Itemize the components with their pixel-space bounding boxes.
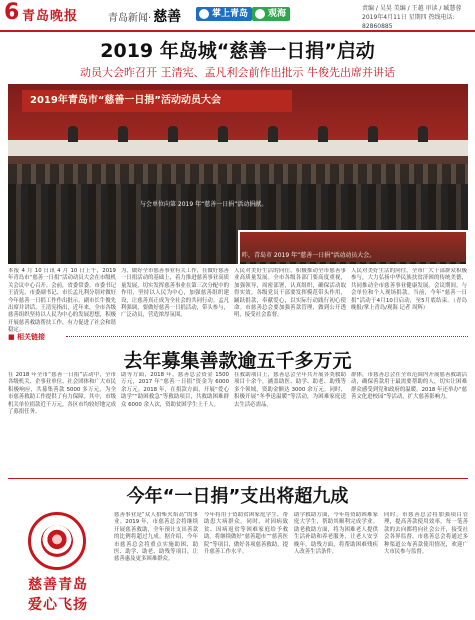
article1-col-1: 本报 4 月 10 日讯 4 月 10 日上午，2019 年青岛市“慈善一日捐”活动动员大会在市级机关会议中心召开。会前，省委常委、市委书记王清宪，市委副书记、市长孟凡利分别对做好今年慈善一日捐工作作出批示。副市长牛俊先出席并讲话。王清宪指出，近年来，全市各级慈善组织坚持以人民为中心的发展思想，积极开展慈善救助帮扶工作，有力促进了社会和谐稳定。 bbox=[8, 268, 116, 334]
article3-col-2: 今年将用于资助贫困家庭学生，帮助患大病群众。同时，对因病致贫、因病返贫等困难家庭给予救助。将继续做好“慈善超市”“慈善医院”等项目，做好各项慈善救助，提升慈善工作水平。 bbox=[204, 512, 288, 556]
app-logo-icon bbox=[199, 9, 209, 19]
article1-col-3: 人民对美好生活的向往，积极推动全市慈善事业高质量发展。全市各级各部门要高度重视，加强领导，周密部署，认真组织，确保活动取得实效。各级党员干部要发挥模范带头作用，踊跃捐款，奉献爱心，以实际行动践行初心使命。市慈善总会要加强善款管理，做到公开透明，接受社会监督。 bbox=[234, 268, 346, 319]
article2-col-2: 助等方面，2018 年，慈善总会资金 1500 万元，2017 年“慈善一日捐”资金为 6000 余万元。2018 年，在捐款方面，开展“爱心助学”“助困救急”等救助项目，共救助困难群众 6000 余人次，资助贫困学生上千人。 bbox=[121, 372, 229, 408]
section-name: 慈善 bbox=[153, 9, 182, 25]
app-label: 掌上青岛 bbox=[212, 9, 249, 19]
article1-col-2: 为，做好全市慈善事业有关工作，在做好慈善一日捐活动的基础上，着力推进慈善事业高质量发展，切实发挥慈善事业在第三次分配中的作用，坚持以人民为中心，加强慈善组织建设，让慈善真正成为全社会的共同行动。孟凡利强调，要做好慈善一日捐活动，带头参与，广泛动员，营造浓厚氛围。 bbox=[121, 268, 229, 319]
masthead bbox=[0, 0, 475, 32]
article1-col-4: 人民对美好生活的向往，全市广大干部群众积极参与，大力弘扬中华民族扶贫济困的传统美德，共同推动全市慈善事业健康发展。会议期间，与会单位和个人现场捐款。当前，今年“慈善一日捐”活动于4月10日启动，至5月底结束。（青岛晚报/掌上青岛/观海 记者 周辉） bbox=[351, 268, 467, 312]
photo-figure bbox=[268, 126, 278, 142]
section-label: 青岛新闻· bbox=[108, 13, 152, 24]
related-divider bbox=[66, 336, 468, 337]
photo-figure bbox=[218, 126, 228, 142]
photo-stage-table bbox=[8, 140, 468, 156]
app-badge-guanhai bbox=[252, 7, 290, 21]
article3-col-1: 慈善事业是“众人拾柴火焰高”的事业。2019 年，市慈善总会将继续开展慈善救助，全年预计支出善款的比例将超过九成。据介绍，今年市慈善总会将重点实施助困、助医、助学、助老、助残等项目，让慈善惠及更多困难群众。 bbox=[114, 512, 198, 563]
newspaper-brand: 青岛晚报 bbox=[22, 9, 79, 24]
app-badge-zhangshang bbox=[196, 7, 252, 21]
date-line: 2019年4月11日 星期四 热线电话: 82860885 bbox=[362, 14, 455, 30]
article3-col-4: 同时，市慈善总会将加强项目管理，提高善款使用效率，每一笔善款的去向都将向社会公开，接受社会各界监督。市慈善总会将通过多种渠道公布善款使用情况，欢迎广大市民参与监督。 bbox=[384, 512, 468, 556]
article2-col-3: 在救助项目上，慈善总会全年共开展各类救助项目十余个，涵盖助医、助学、助老、助残等多个领域，资助金额达 3000 余万元。同时，积极开展“冬季送温暖”等活动，为困难家庭送去生活必需品。 bbox=[234, 372, 346, 408]
section-divider bbox=[8, 478, 468, 479]
photo-figure bbox=[168, 126, 178, 142]
section-title bbox=[108, 6, 181, 26]
photo-figure bbox=[318, 126, 328, 142]
photo-inset-audience bbox=[240, 262, 466, 264]
heart-emblem-icon bbox=[41, 525, 73, 557]
edition-meta bbox=[362, 4, 472, 31]
charity-emblem-icon bbox=[28, 512, 86, 570]
photo-figure bbox=[368, 126, 378, 142]
main-subhead: 动员大会昨召开 王清宪、孟凡利会前作出批示 牛俊先出席并讲话 bbox=[80, 66, 395, 79]
news-photo bbox=[8, 84, 468, 264]
photo-caption-1: 与会单位向第 2019 年“慈善一日捐”活动捐献。 bbox=[140, 201, 268, 208]
charity-logo bbox=[8, 510, 108, 616]
app-label: 观海 bbox=[268, 9, 287, 19]
related-link-tag: ■ 相关链接 bbox=[8, 333, 46, 341]
article3-col-3: 助学救助方面，今年将资助困难家庭大学生，帮助其顺利完成学业。助老救助方面，将为困难老人提供生活补助和养老服务，让老人安享晚年。助残方面，将帮助困难残疾人改善生活条件。 bbox=[294, 512, 378, 556]
photo-caption-2: 昨，青岛市 2019 年“慈善一日捐”活动动员大会。 bbox=[242, 252, 376, 259]
app-logo-icon bbox=[255, 9, 265, 19]
article2-col-4: 群体，市慈善总会在全市范围内开展慈善救助活动，确保善款用于最需要帮助的人，切实让困难群众感受到党和政府的温暖。2018 年还举办“慈善文化进校园”等活动，扩大慈善影响力。 bbox=[351, 372, 467, 401]
third-headline: 今年“一日捐”支出将超九成 bbox=[126, 486, 349, 507]
photo-figure bbox=[118, 126, 128, 142]
photo-figure bbox=[68, 126, 78, 142]
photo-banner: 2019年青岛市“慈善一日捐”活动动员大会 bbox=[22, 90, 292, 112]
logo-text-2: 爱心飞扬 bbox=[28, 597, 88, 613]
photo-figure bbox=[418, 126, 428, 142]
article2-col-1: 在 2018 年全市“慈善一日捐”活动中，全市各级机关、企事业单位、社会团体和广大市民积极响应，共募集善款 5000 多万元，为全市慈善救助工作提供了有力保障。其中，市级机关单位捐款近千万元，各区市均较好地完成了募捐任务。 bbox=[8, 372, 116, 416]
page-number: 6 bbox=[4, 0, 20, 25]
logo-text-1: 慈善青岛 bbox=[28, 577, 88, 593]
editors-line: 责编 / 吴昊 美编 / 王越 审读 / 臧慧蓉 bbox=[362, 5, 462, 12]
main-headline: 2019 年岛城“慈善一日捐”启动 bbox=[100, 40, 375, 62]
second-headline: 去年募集善款逾五千多万元 bbox=[123, 350, 352, 372]
